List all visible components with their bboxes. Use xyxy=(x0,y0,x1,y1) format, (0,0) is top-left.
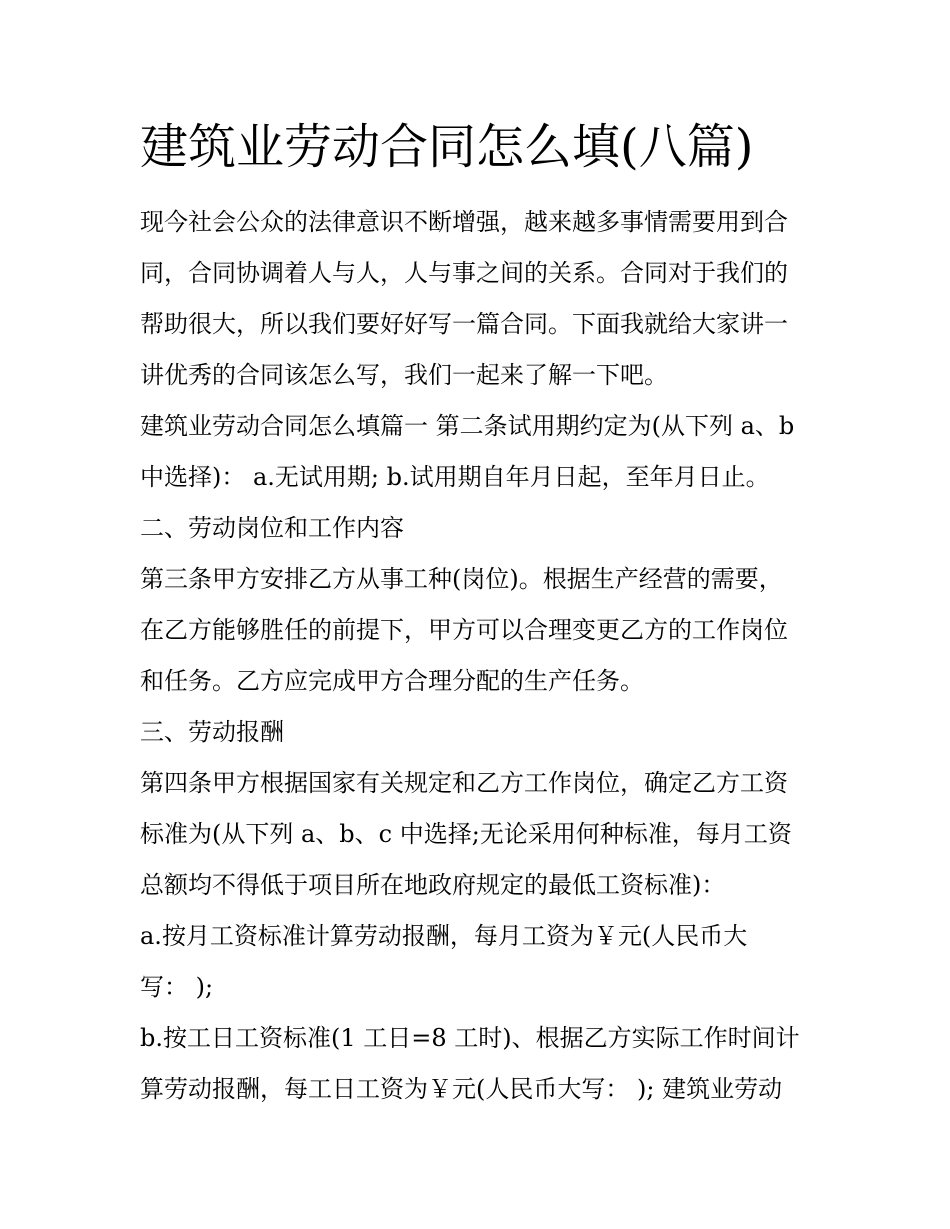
body-line: 标准为(从下列 a、b、c 中选择;无论采用何种标准，每月工资 xyxy=(140,820,792,848)
body-line: a.按月工资标准计算劳动报酬，每月工资为￥元(人民币大 xyxy=(140,922,748,950)
body-line: 在乙方能够胜任的前提下，甲方可以合理变更乙方的工作岗位 xyxy=(140,616,788,644)
document-body xyxy=(140,197,820,1115)
body-line: 现今社会公众的法律意识不断增强，越来越多事情需要用到合 xyxy=(140,208,788,236)
document-title: 建筑业劳动合同怎么填(八篇) xyxy=(140,119,754,175)
body-line: 同，合同协调着人与人，人与事之间的关系。合同对于我们的 xyxy=(140,259,788,287)
section-heading: 三、劳动报酬 xyxy=(140,718,284,746)
body-line: 总额均不得低于项目所在地政府规定的最低工资标准)： xyxy=(140,871,726,899)
body-line: 帮助很大，所以我们要好好写一篇合同。下面我就给大家讲一 xyxy=(140,310,788,338)
body-line: 算劳动报酬，每工日工资为￥元(人民币大写： ); 建筑业劳动 xyxy=(140,1075,783,1103)
body-line: b.按工日工资标准(1 工日=8 工时)、根据乙方实际工作时间计 xyxy=(140,1024,800,1052)
body-line: 和任务。乙方应完成甲方合理分配的生产任务。 xyxy=(140,667,644,695)
body-line: 第四条甲方根据国家有关规定和乙方工作岗位，确定乙方工资 xyxy=(140,769,788,797)
body-line: 中选择)： a.无试用期; b.试用期自年月日起，至年月日止。 xyxy=(140,463,770,491)
section-heading: 二、劳动岗位和工作内容 xyxy=(140,514,404,542)
body-line: 建筑业劳动合同怎么填篇一 第二条试用期约定为(从下列 a、b xyxy=(140,412,795,440)
body-line: 第三条甲方安排乙方从事工种(岗位)。根据生产经营的需要， xyxy=(140,565,783,593)
body-line: 写： ); xyxy=(140,973,214,1001)
body-line: 讲优秀的合同该怎么写，我们一起来了解一下吧。 xyxy=(140,361,668,389)
